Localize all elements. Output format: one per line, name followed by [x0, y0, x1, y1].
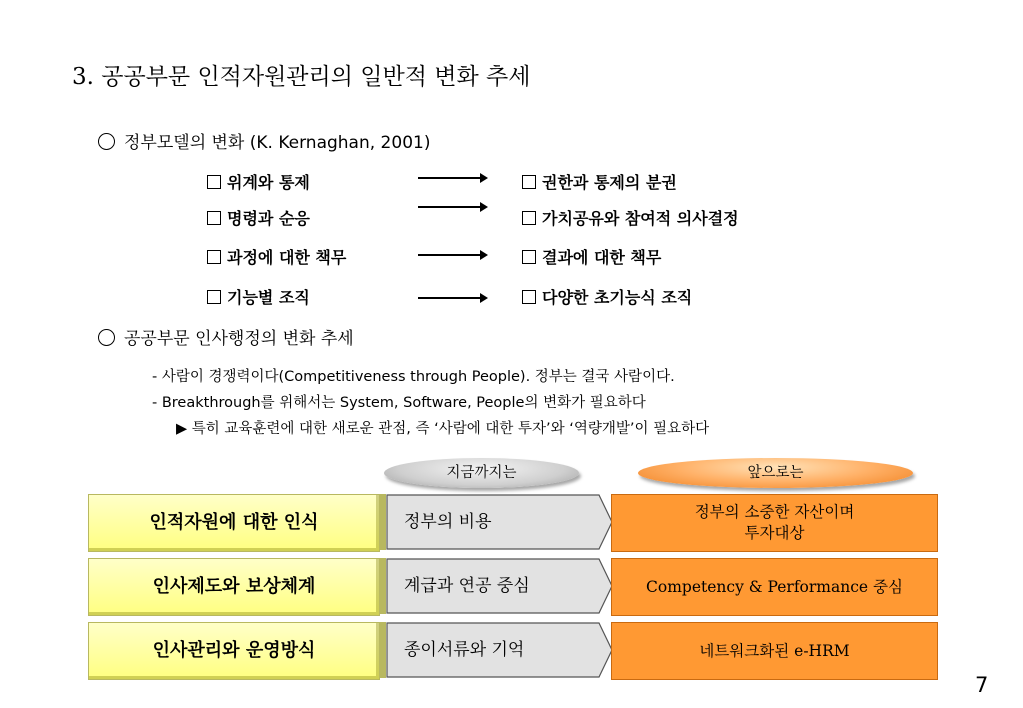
model-from-item: 명령과 순응: [207, 206, 310, 229]
page-title: 3. 공공부문 인적자원관리의 일반적 변화 추세: [72, 64, 531, 90]
square-bullet-icon: [522, 250, 536, 264]
section2-label: 공공부문 인사행정의 변화 추세: [124, 329, 354, 349]
section2-heading: [98, 324, 354, 349]
bullet-line: - Breakthrough를 위해서는 System, Software, People의 변화가 필요하다: [152, 395, 646, 411]
future-text-line1: Competency & Performance 중심: [646, 577, 903, 596]
future-text-line1: 네트워크화된 e-HRM: [699, 641, 850, 660]
model-from-item: 과정에 대한 책무: [207, 245, 346, 268]
right-arrow-icon: [418, 177, 486, 179]
model-to-item: 다양한 초기능식 조직: [522, 285, 692, 308]
model-to-item: 가치공유와 참여적 의사결정: [522, 206, 739, 229]
future-box: [611, 622, 938, 680]
future-box: [611, 494, 938, 552]
category-box: 인적자원에 대한 인식: [88, 494, 380, 552]
square-bullet-icon: [207, 290, 221, 304]
past-text: 계급과 연공 중심: [404, 576, 530, 596]
square-bullet-icon: [522, 175, 536, 189]
future-text-line1: 정부의 소중한 자산이며: [694, 503, 855, 521]
section1-heading: [98, 128, 430, 153]
header-future-pill: 앞으로는: [638, 458, 913, 488]
future-box: [611, 558, 938, 616]
circle-bullet-icon: [98, 133, 115, 150]
square-bullet-icon: [522, 211, 536, 225]
bullet-line: ▶ 특히 교육훈련에 대한 새로운 관점, 즉 ‘사람에 대한 투자’와 ‘역량개발’이 필요하다: [176, 421, 710, 437]
square-bullet-icon: [207, 211, 221, 225]
square-bullet-icon: [207, 175, 221, 189]
model-to-item: 결과에 대한 책무: [522, 245, 661, 268]
category-box: 인사제도와 보상체계: [88, 558, 380, 616]
model-from-item: 위계와 통제: [207, 170, 310, 193]
right-arrow-icon: [418, 206, 486, 208]
past-text: 종이서류와 기억: [404, 640, 525, 660]
future-text-line2: 투자대상: [744, 524, 805, 542]
page-number: 7: [975, 673, 989, 697]
section1-label: 정부모델의 변화 (K. Kernaghan, 2001): [124, 133, 431, 153]
square-bullet-icon: [522, 290, 536, 304]
circle-bullet-icon: [98, 329, 115, 346]
right-arrow-icon: [418, 297, 486, 299]
bullet-line: - 사람이 경쟁력이다(Competitiveness through People). 정부는 결국 사람이다.: [152, 369, 675, 385]
model-to-item: 권한과 통제의 분권: [522, 170, 677, 193]
header-past-pill: 지금까지는: [384, 458, 579, 488]
category-box: 인사관리와 운영방식: [88, 622, 380, 680]
right-arrow-icon: [418, 254, 486, 256]
model-from-item: 기능별 조직: [207, 285, 310, 308]
square-bullet-icon: [207, 250, 221, 264]
past-text: 정부의 비용: [404, 512, 492, 532]
